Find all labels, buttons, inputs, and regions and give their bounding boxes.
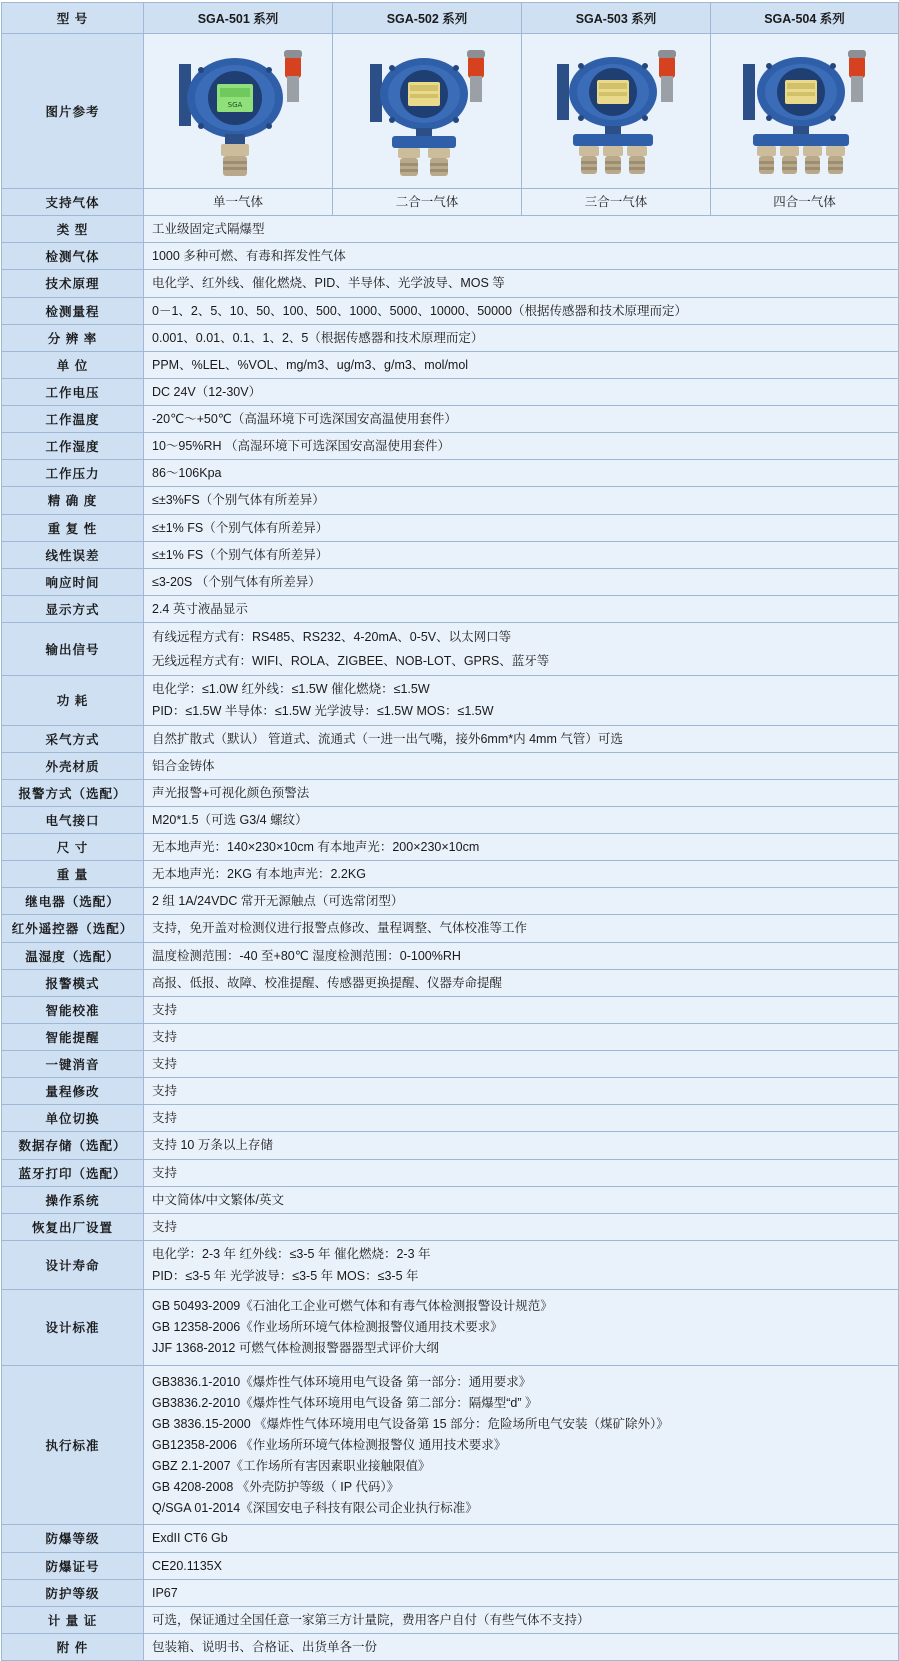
table-row <box>2 216 899 243</box>
row-label: 技术原理 <box>2 270 144 297</box>
row-label-image-reference: 图片参考 <box>2 34 144 189</box>
gas-support-1: 单一气体 <box>144 189 333 216</box>
row-value: 0.001、0.01、0.1、1、2、5（根据传感器和技术原理而定） <box>144 324 899 351</box>
row-label: 重 复 性 <box>2 514 144 541</box>
table-row <box>2 752 899 779</box>
power-item-infrared: 红外线：≤1.5W <box>241 682 328 697</box>
lifetime-item-pid: PID：≤3-5 年 <box>152 1269 227 1283</box>
row-label: 量程修改 <box>2 1078 144 1105</box>
row-label: 智能提醒 <box>2 1023 144 1050</box>
row-value: 支持 <box>144 1023 899 1050</box>
row-value: 支持 <box>144 1213 899 1240</box>
table-row <box>2 1078 899 1105</box>
row-label: 一键消音 <box>2 1051 144 1078</box>
exec-standard-item: GB 4208-2008 《外壳防护等级（ IP 代码）》 <box>152 1480 400 1495</box>
table-row-gas-support <box>2 189 899 216</box>
table-row <box>2 996 899 1023</box>
row-value: 声光报警+可视化颜色预警法 <box>144 779 899 806</box>
table-row <box>2 541 899 568</box>
row-label: 电气接口 <box>2 806 144 833</box>
table-row <box>2 861 899 888</box>
table-row <box>2 888 899 915</box>
row-label: 温湿度（选配） <box>2 942 144 969</box>
table-row <box>2 806 899 833</box>
power-line-1 <box>152 680 890 698</box>
table-row <box>2 487 899 514</box>
table-row-design-standard <box>2 1290 899 1365</box>
row-value: 2 组 1A/24VDC 常开无源触点（可选常闭型） <box>144 888 899 915</box>
table-row <box>2 1606 899 1633</box>
row-label: 单 位 <box>2 351 144 378</box>
table-row <box>2 969 899 996</box>
exec-standard-item: GB3836.2-2010《爆炸性气体环境用电气设备 第二部分：隔爆型“d” 》 <box>152 1395 538 1410</box>
design-standard-item: GB 50493-2009《石油化工企业可燃气体和有毒气体检测报警设计规范》 <box>152 1299 553 1314</box>
power-line-2 <box>152 702 890 720</box>
row-value: 铝合金铸体 <box>144 752 899 779</box>
power-item-catalytic: 催化燃烧：≤1.5W <box>331 682 430 697</box>
model-header-1: SGA-501 系列 <box>144 3 333 34</box>
row-label: 采气方式 <box>2 725 144 752</box>
row-value: 工业级固定式隔爆型 <box>144 216 899 243</box>
row-value: 支持 <box>144 996 899 1023</box>
row-label: 报警模式 <box>2 969 144 996</box>
device-image-502 <box>333 34 522 189</box>
table-row-output-signal <box>2 623 899 676</box>
row-value: 自然扩散式（默认） 管道式、流通式（一进一出气嘴，接外6mm*内 4mm 气管）可选 <box>144 725 899 752</box>
table-row <box>2 1213 899 1240</box>
table-row <box>2 514 899 541</box>
model-header-3: SGA-503 系列 <box>522 3 711 34</box>
spec-sheet <box>0 2 899 1655</box>
table-row <box>2 324 899 351</box>
row-label-model: 型 号 <box>2 3 144 34</box>
row-label: 蓝牙打印（选配） <box>2 1159 144 1186</box>
row-label: 线性误差 <box>2 541 144 568</box>
row-value: 高报、低报、故障、校准提醒、传感器更换提醒、仪器寿命提醒 <box>144 969 899 996</box>
table-row-power <box>2 676 899 725</box>
row-value: 86～106Kpa <box>144 460 899 487</box>
row-label: 检测气体 <box>2 243 144 270</box>
design-standard-item: JJF 1368-2012 可燃气体检测报警器器型式评价大纲 <box>152 1341 439 1356</box>
device-image-501 <box>144 34 333 189</box>
lifetime-item-catalytic: 催化燃烧：2-3 年 <box>333 1246 431 1261</box>
output-signal-wireless: 无线远程方式有：WIFI、ROLA、ZIGBEE、NOB-LOT、GPRS、蓝牙等 <box>152 654 550 669</box>
table-row <box>2 1023 899 1050</box>
row-value: DC 24V（12-30V） <box>144 378 899 405</box>
row-value: 0－1、2、5、10、50、100、500、1000、5000、10000、50000（根据传感器和技术原理而定） <box>144 297 899 324</box>
row-label: 红外遥控器（选配） <box>2 915 144 942</box>
row-label: 重 量 <box>2 861 144 888</box>
power-item-pid: PID：≤1.5W <box>152 704 222 719</box>
power-item-semiconductor: 半导体：≤1.5W <box>224 704 311 719</box>
gas-detector-illustration-3 <box>529 36 704 184</box>
row-label: 工作温度 <box>2 406 144 433</box>
row-value: 可选，保证通过全国任意一家第三方计量院，费用客户自付（有些气体不支持） <box>144 1606 899 1633</box>
row-value: M20*1.5（可选 G3/4 螺纹） <box>144 806 899 833</box>
row-label: 工作湿度 <box>2 433 144 460</box>
power-item-electrochemical: 电化学：≤1.0W <box>152 682 239 697</box>
table-row <box>2 779 899 806</box>
exec-standard-item: Q/SGA 01-2014《深国安电子科技有限公司企业执行标准》 <box>152 1501 478 1516</box>
row-label: 类 型 <box>2 216 144 243</box>
output-signal-wired: 有线远程方式有：RS485、RS232、4-20mA、0-5V、以太网口等 <box>152 630 512 644</box>
row-value: ≤3-20S （个别气体有所差异） <box>144 568 899 595</box>
gas-detector-illustration-1 <box>151 36 326 184</box>
table-row <box>2 834 899 861</box>
row-label: 单位切换 <box>2 1105 144 1132</box>
row-label: 操作系统 <box>2 1186 144 1213</box>
row-value: 中文简体/中文繁体/英文 <box>144 1186 899 1213</box>
gas-support-4: 四合一气体 <box>711 189 899 216</box>
output-signal-values <box>144 623 899 676</box>
device-image-504 <box>711 34 899 189</box>
row-value: 10～95%RH （高湿环境下可选深国安高湿使用套件） <box>144 433 899 460</box>
table-row <box>2 595 899 622</box>
lifetime-values <box>144 1240 899 1289</box>
row-value: IP67 <box>144 1579 899 1606</box>
lifetime-item-infrared: 红外线：≤3-5 年 <box>239 1246 331 1261</box>
table-row <box>2 1633 899 1660</box>
row-label-lifetime: 设计寿命 <box>2 1240 144 1289</box>
table-row <box>2 915 899 942</box>
table-row <box>2 243 899 270</box>
table-row <box>2 460 899 487</box>
model-header-4: SGA-504 系列 <box>711 3 899 34</box>
row-label: 分 辨 率 <box>2 324 144 351</box>
table-row <box>2 942 899 969</box>
row-label: 响应时间 <box>2 568 144 595</box>
table-row <box>2 270 899 297</box>
exec-standard-item: GB 3836.15-2000 《爆炸性气体环境用电气设备第 15 部分：危险场所电气安装（煤矿除外）》 <box>152 1416 669 1431</box>
lifetime-item-electrochemical: 电化学：2-3 年 <box>152 1246 237 1261</box>
row-value: 支持 <box>144 1105 899 1132</box>
table-row <box>2 1186 899 1213</box>
row-label: 工作电压 <box>2 378 144 405</box>
gas-support-3: 三合一气体 <box>522 189 711 216</box>
lifetime-item-optical-waveguide: 光学波导：≤3-5 年 <box>229 1269 334 1283</box>
row-value: 包装箱、说明书、合格证、出货单各一份 <box>144 1633 899 1660</box>
row-label-power: 功 耗 <box>2 676 144 725</box>
table-row <box>2 1552 899 1579</box>
table-row <box>2 1132 899 1159</box>
row-label: 检测量程 <box>2 297 144 324</box>
row-value: 无本地声光：2KG 有本地声光：2.2KG <box>144 861 899 888</box>
power-values <box>144 676 899 725</box>
row-value: 支持 <box>144 1159 899 1186</box>
row-label-output-signal: 输出信号 <box>2 623 144 676</box>
row-label: 防爆证号 <box>2 1552 144 1579</box>
row-value: 支持 <box>144 1078 899 1105</box>
row-label-gas-support: 支持气体 <box>2 189 144 216</box>
row-label: 防护等级 <box>2 1579 144 1606</box>
row-value: 2.4 英寸液晶显示 <box>144 595 899 622</box>
row-value: 支持，免开盖对检测仪进行报警点修改、量程调整、气体校准等工作 <box>144 915 899 942</box>
lifetime-line-2 <box>152 1267 890 1285</box>
specification-table <box>1 2 899 1661</box>
row-label-exec-standard: 执行标准 <box>2 1365 144 1525</box>
exec-standard-item: GBZ 2.1-2007《工作场所有害因素职业接触限值》 <box>152 1459 431 1473</box>
row-label: 恢复出厂设置 <box>2 1213 144 1240</box>
table-row <box>2 297 899 324</box>
lifetime-line-1 <box>152 1245 890 1263</box>
gas-detector-illustration-4 <box>717 36 892 184</box>
row-label: 显示方式 <box>2 595 144 622</box>
row-label: 工作压力 <box>2 460 144 487</box>
row-value: 支持 10 万条以上存储 <box>144 1132 899 1159</box>
row-label: 精 确 度 <box>2 487 144 514</box>
row-value: 1000 多种可燃、有毒和挥发性气体 <box>144 243 899 270</box>
row-value: -20℃～+50℃（高温环境下可选深国安高温使用套件） <box>144 406 899 433</box>
row-label: 报警方式（选配） <box>2 779 144 806</box>
design-standard-list <box>144 1290 899 1365</box>
row-label: 智能校准 <box>2 996 144 1023</box>
power-item-optical-waveguide: 光学波导：≤1.5W <box>314 704 413 719</box>
table-row-model <box>2 3 899 34</box>
row-value: ≤±1% FS（个别气体有所差异） <box>144 514 899 541</box>
row-value: 温度检测范围：-40 至+80℃ 湿度检测范围：0-100%RH <box>144 942 899 969</box>
table-row <box>2 568 899 595</box>
row-label: 防爆等级 <box>2 1525 144 1552</box>
row-label: 数据存储（选配） <box>2 1132 144 1159</box>
model-header-2: SGA-502 系列 <box>333 3 522 34</box>
table-row <box>2 433 899 460</box>
row-label: 继电器（选配） <box>2 888 144 915</box>
device-image-503 <box>522 34 711 189</box>
table-row <box>2 406 899 433</box>
table-row <box>2 1105 899 1132</box>
exec-standard-item: GB3836.1-2010《爆炸性气体环境用电气设备 第一部分：通用要求》 <box>152 1374 532 1389</box>
svg-text:SGA: SGA <box>227 101 242 109</box>
row-label-design-standard: 设计标准 <box>2 1290 144 1365</box>
table-row <box>2 1579 899 1606</box>
row-value: 支持 <box>144 1051 899 1078</box>
table-row <box>2 351 899 378</box>
table-row <box>2 378 899 405</box>
row-value: ExdII CT6 Gb <box>144 1525 899 1552</box>
table-row <box>2 1159 899 1186</box>
row-value: ≤±3%FS（个别气体有所差异） <box>144 487 899 514</box>
table-row <box>2 725 899 752</box>
row-value: ≤±1% FS（个别气体有所差异） <box>144 541 899 568</box>
lifetime-item-mos: MOS：≤3-5 年 <box>336 1269 419 1283</box>
power-item-mos: MOS：≤1.5W <box>416 704 494 719</box>
gas-detector-illustration-2 <box>340 36 515 184</box>
table-row-images <box>2 34 899 189</box>
table-row-exec-standard <box>2 1365 899 1525</box>
table-row <box>2 1051 899 1078</box>
row-label: 外壳材质 <box>2 752 144 779</box>
row-value: 无本地声光：140×230×10cm 有本地声光：200×230×10cm <box>144 834 899 861</box>
row-value: 电化学、红外线、催化燃烧、PID、半导体、光学波导、MOS 等 <box>144 270 899 297</box>
row-label: 尺 寸 <box>2 834 144 861</box>
table-row <box>2 1525 899 1552</box>
exec-standard-list <box>144 1365 899 1525</box>
row-value: PPM、%LEL、%VOL、mg/m3、ug/m3、g/m3、mol/mol <box>144 351 899 378</box>
row-label: 附 件 <box>2 1633 144 1660</box>
design-standard-item: GB 12358-2006《作业场所环境气体检测报警仪通用技术要求》 <box>152 1320 503 1335</box>
row-label: 计 量 证 <box>2 1606 144 1633</box>
exec-standard-item: GB12358-2006 《作业场所环境气体检测报警仪 通用技术要求》 <box>152 1437 507 1452</box>
gas-support-2: 二合一气体 <box>333 189 522 216</box>
row-value: CE20.1135X <box>144 1552 899 1579</box>
table-row-lifetime <box>2 1240 899 1289</box>
